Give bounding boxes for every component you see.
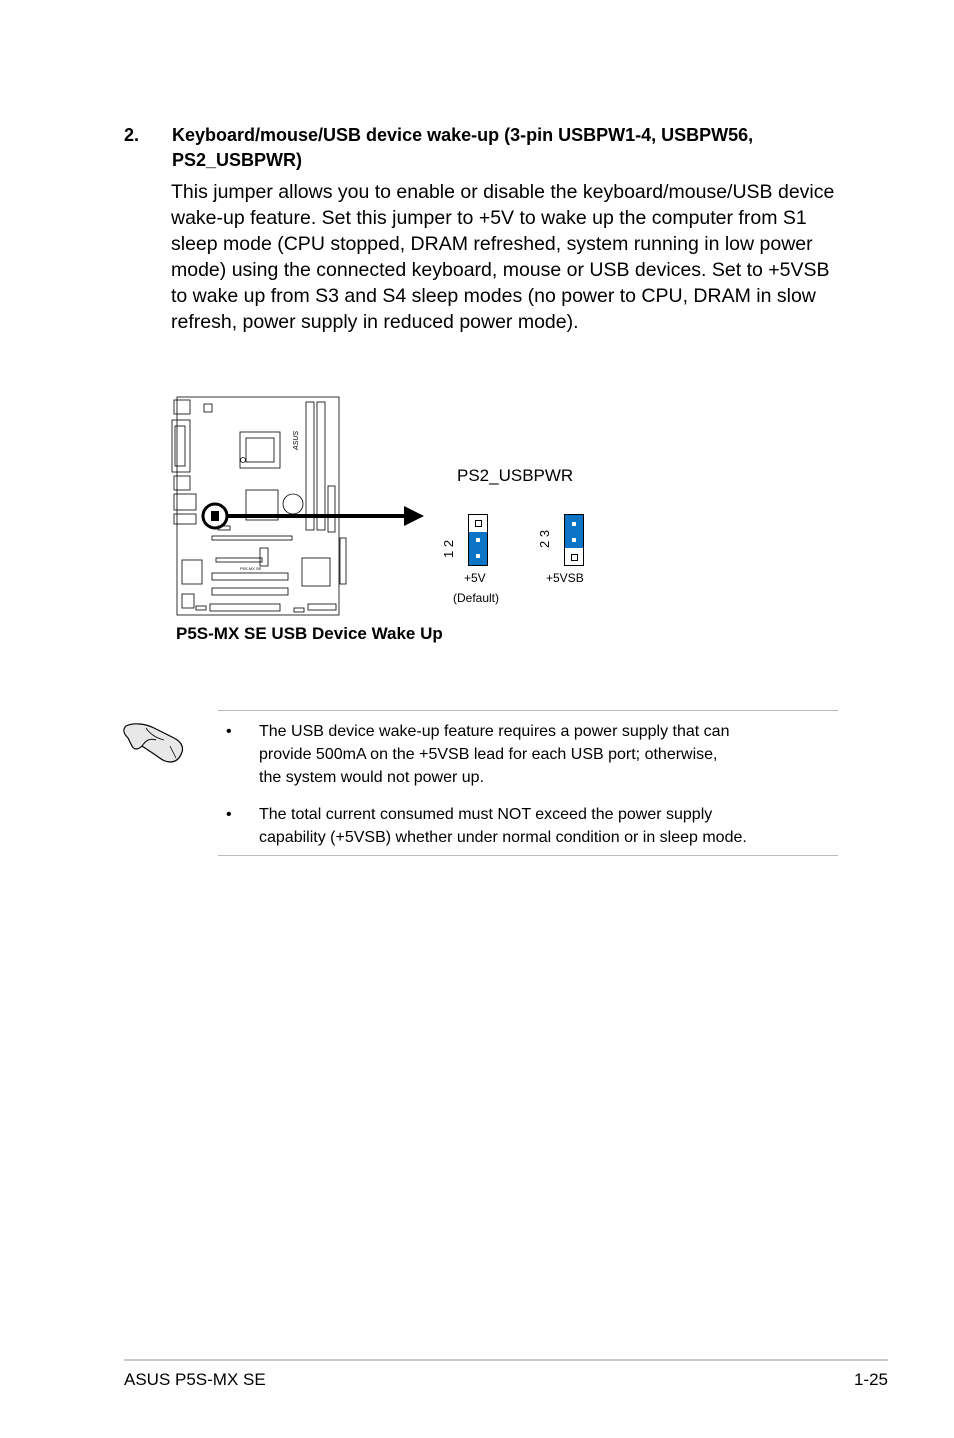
note-item-1 <box>259 720 729 789</box>
body-line: wake-up feature. Set this jumper to +5V to wake up the computer from S1 <box>171 207 807 229</box>
hand-note-icon <box>120 716 186 768</box>
note-top-rule <box>218 710 838 711</box>
note-item-2 <box>259 803 747 849</box>
jumper-right-pins <box>564 514 584 566</box>
right-pin-numbers: 2 3 <box>537 529 552 548</box>
left-jumper-label: +5V <box>464 571 486 585</box>
page-number: 1-25 <box>853 1370 888 1389</box>
note-line: The USB device wake-up feature requires a power supply that can <box>259 723 730 740</box>
jumper-cap-right <box>565 515 583 548</box>
section-title-line-2: PS2_USBPWR) <box>172 150 303 170</box>
body-line: to wake up from S3 and S4 sleep modes (no power to CPU, DRAM in slow <box>171 285 816 307</box>
right-jumper-label: +5VSB <box>546 571 584 585</box>
body-line: mode) using the connected keyboard, mouse or USB devices. Set to +5VSB <box>171 259 830 281</box>
note-line: provide 500mA on the +5VSB lead for each USB port; otherwise, <box>259 746 718 763</box>
note-line: capability (+5VSB) whether under normal condition or in sleep mode. <box>259 829 747 846</box>
body-line: This jumper allows you to enable or disable the keyboard/mouse/USB device <box>171 181 835 203</box>
left-pin-numbers: 1 2 <box>441 539 456 558</box>
note-line: the system would not power up. <box>259 769 485 786</box>
section-body <box>171 179 834 335</box>
left-jumper-default: (Default) <box>453 591 500 605</box>
note-bottom-rule <box>218 855 838 856</box>
footer-left: ASUS P5S-MX SE <box>124 1370 266 1389</box>
section-title-line-1: Keyboard/mouse/USB device wake-up (3-pin USBPW1-4, USBPW56, <box>172 125 754 145</box>
svg-text:ASUS: ASUS <box>293 430 300 450</box>
board-silkscreen: P5S-MX SE <box>240 566 262 571</box>
body-line: sleep mode (CPU stopped, DRAM refreshed, system running in low power <box>171 233 813 255</box>
jumper-cap-left <box>469 532 487 565</box>
footer-rule <box>124 1359 888 1361</box>
note-bullet: • <box>226 806 232 823</box>
jumper-name: PS2_USBPWR <box>457 466 574 485</box>
note-bullet: • <box>226 723 232 740</box>
jumper-left-pins <box>468 514 488 566</box>
note-line: The total current consumed must NOT exceed the power supply <box>259 806 713 823</box>
section-number: 2. <box>124 125 140 145</box>
motherboard-diagram <box>160 390 450 620</box>
arrow-head <box>404 506 424 526</box>
figure-caption: P5S-MX SE USB Device Wake Up <box>176 624 443 643</box>
body-line: refresh, power supply in reduced power mode). <box>171 311 579 333</box>
